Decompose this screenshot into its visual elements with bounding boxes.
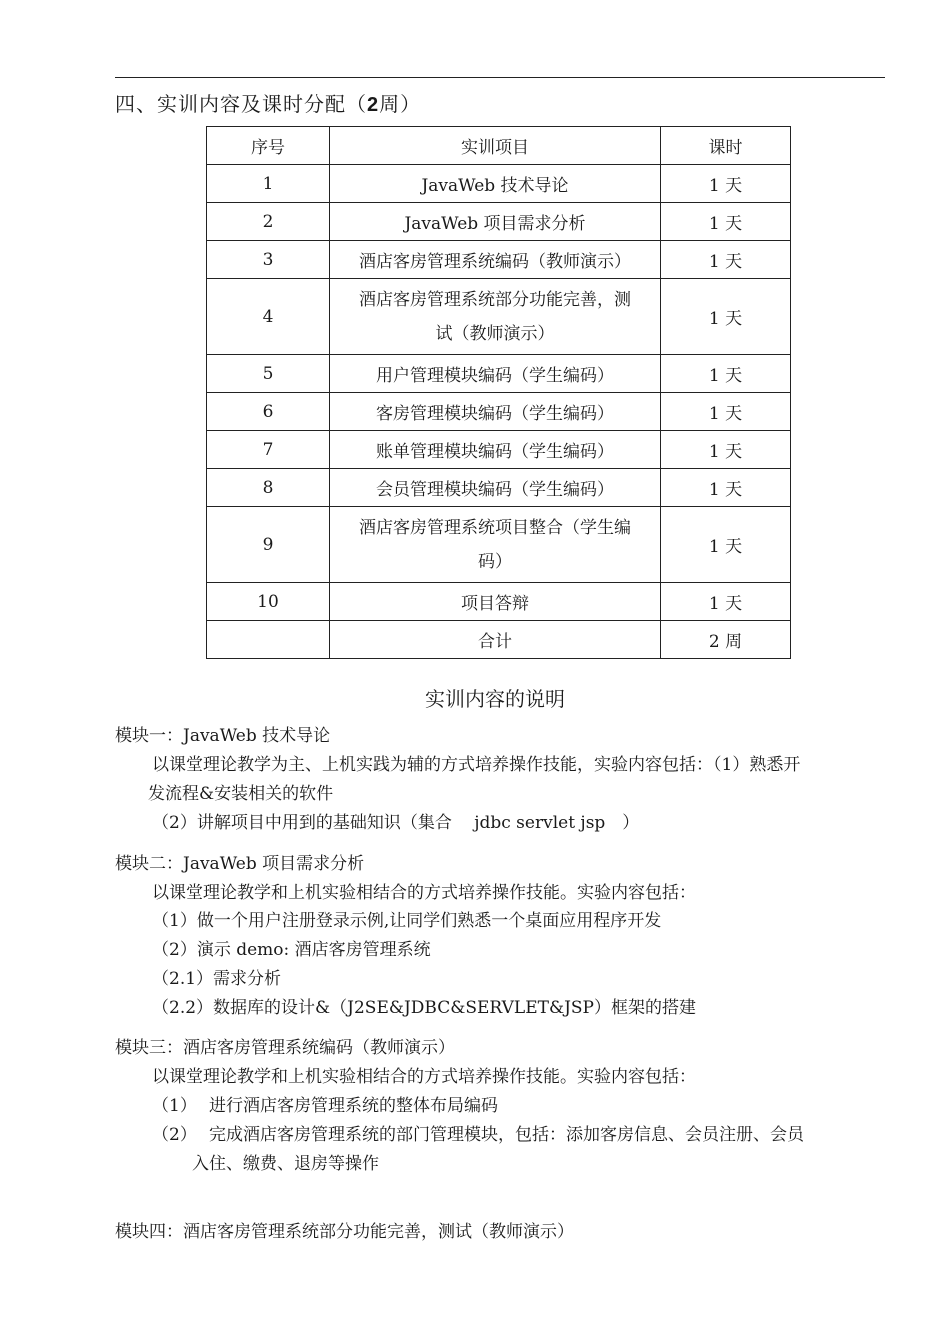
cell-number: 8 [207, 469, 330, 507]
module1-text: 发流程&安装相关的软件 [148, 784, 334, 804]
cell-number: 10 [207, 583, 330, 621]
table-header-row [207, 127, 791, 165]
table-row [207, 355, 791, 393]
cell-number [207, 621, 330, 659]
cell-item: 会员管理模块编码（学生编码） [330, 469, 661, 507]
cell-item: 用户管理模块编码（学生编码） [330, 355, 661, 393]
cell-number: 9 [207, 507, 330, 583]
cell-hours: 1 天 [661, 469, 791, 507]
module2-list-item: （2.2）数据库的设计&（J2SE&JDBC&SERVLET&JSP）框架的搭建 [152, 998, 696, 1018]
module2-title: 模块二：JavaWeb 项目需求分析 [115, 854, 365, 874]
col-header-hours: 课时 [661, 127, 791, 165]
table-row [207, 279, 791, 355]
table-total-row [207, 621, 791, 659]
cell-hours: 1 天 [661, 393, 791, 431]
cell-item: 酒店客房管理系统部分功能完善，测 试（教师演示） [330, 279, 661, 355]
cell-item: 账单管理模块编码（学生编码） [330, 431, 661, 469]
header-rule [115, 77, 885, 78]
cell-hours: 1 天 [661, 203, 791, 241]
explanation-title: 实训内容的说明 [425, 687, 565, 711]
table-row [207, 583, 791, 621]
cell-hours: 1 天 [661, 241, 791, 279]
cell-hours: 1 天 [661, 583, 791, 621]
schedule-table [206, 126, 791, 659]
module2-list-item: （2）演示 demo: 酒店客房管理系统 [152, 940, 431, 960]
cell-number: 1 [207, 165, 330, 203]
cell-hours: 1 天 [661, 165, 791, 203]
module2-text: 以课堂理论教学和上机实验相结合的方式培养操作技能。实验内容包括： [152, 883, 696, 903]
cell-hours: 1 天 [661, 279, 791, 355]
cell-item: 客房管理模块编码（学生编码） [330, 393, 661, 431]
module2-list-item: （2.1）需求分析 [152, 969, 282, 989]
module1-text: （2）讲解项目中用到的基础知识（集合 jdbc servlet jsp ） [152, 813, 640, 833]
cell-number: 2 [207, 203, 330, 241]
cell-item: JavaWeb 项目需求分析 [330, 203, 661, 241]
col-header-number: 序号 [207, 127, 330, 165]
section-heading: 四、实训内容及课时分配（2周） [115, 92, 422, 116]
module3-list-number: （2） [152, 1125, 197, 1145]
table-row [207, 165, 791, 203]
cell-number: 6 [207, 393, 330, 431]
cell-item: 合计 [330, 621, 661, 659]
table-row [207, 431, 791, 469]
cell-item: 酒店客房管理系统项目整合（学生编 码） [330, 507, 661, 583]
module3-title: 模块三：酒店客房管理系统编码（教师演示） [115, 1038, 455, 1058]
module4-title: 模块四：酒店客房管理系统部分功能完善，测试（教师演示） [115, 1222, 574, 1242]
table-row [207, 241, 791, 279]
cell-hours: 1 天 [661, 431, 791, 469]
module3-list-item: 完成酒店客房管理系统的部门管理模块，包括：添加客房信息、会员注册、会员 [209, 1125, 804, 1145]
cell-number: 7 [207, 431, 330, 469]
cell-item: 酒店客房管理系统编码（教师演示） [330, 241, 661, 279]
cell-number: 3 [207, 241, 330, 279]
table-row [207, 393, 791, 431]
module3-list-number: （1） [152, 1096, 197, 1116]
cell-item: 项目答辩 [330, 583, 661, 621]
module3-list-item: 进行酒店客房管理系统的整体布局编码 [209, 1096, 498, 1116]
table-row [207, 203, 791, 241]
cell-number: 5 [207, 355, 330, 393]
module1-title: 模块一：JavaWeb 技术导论 [115, 726, 331, 746]
table-row [207, 469, 791, 507]
module2-list-item: （1）做一个用户注册登录示例,让同学们熟悉一个桌面应用程序开发 [152, 911, 662, 931]
col-header-item: 实训项目 [330, 127, 661, 165]
module1-text: 以课堂理论教学为主、上机实践为辅的方式培养操作技能，实验内容包括：（1）熟悉开 [152, 755, 801, 775]
cell-number: 4 [207, 279, 330, 355]
cell-hours: 2 周 [661, 621, 791, 659]
cell-hours: 1 天 [661, 355, 791, 393]
table-row [207, 507, 791, 583]
module3-text: 以课堂理论教学和上机实验相结合的方式培养操作技能。实验内容包括： [152, 1067, 696, 1087]
module3-list-item: 入住、缴费、退房等操作 [192, 1154, 379, 1174]
cell-hours: 1 天 [661, 507, 791, 583]
cell-item: JavaWeb 技术导论 [330, 165, 661, 203]
